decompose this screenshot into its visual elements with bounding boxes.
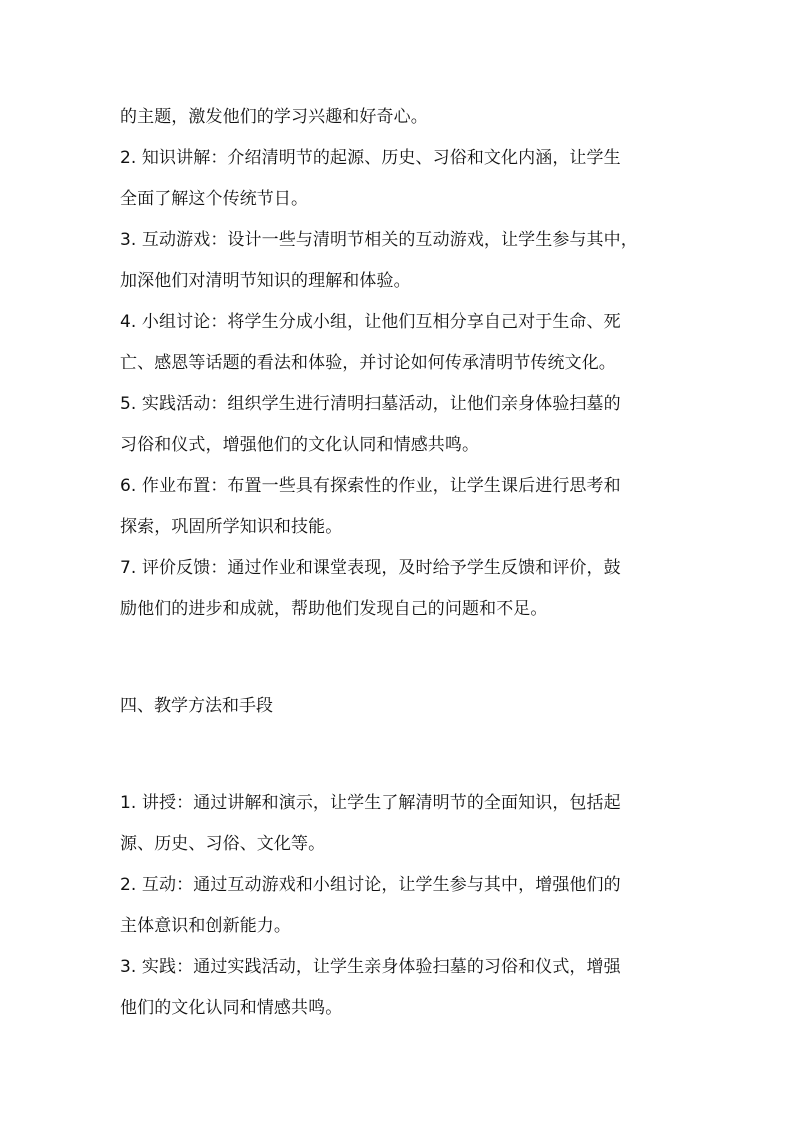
text-line: 亡、感恩等话题的看法和体验，并讨论如何传承清明节传统文化。 (120, 353, 616, 373)
section-heading: 四、教学方法和手段 (120, 696, 273, 716)
list-item-interactive-games: 3. 互动游戏：设计一些与清明节相关的互动游戏，让学生参与其中， (120, 230, 638, 250)
text-line: 的主题，激发他们的学习兴趣和好奇心。 (120, 107, 428, 127)
list-item-interaction: 2. 互动：通过互动游戏和小组讨论，让学生参与其中，增强他们的 (120, 875, 621, 895)
list-item-knowledge-explanation: 2. 知识讲解：介绍清明节的起源、历史、习俗和文化内涵，让学生 (120, 148, 621, 168)
text-line: 源、历史、习俗、文化等。 (120, 834, 326, 854)
list-item-practice-activity: 5. 实践活动：组织学生进行清明扫墓活动，让他们亲身体验扫墓的 (120, 394, 621, 414)
document-body (120, 104, 685, 1022)
text-line: 他们的文化认同和情感共鸣。 (120, 998, 343, 1018)
text-line: 主体意识和创新能力。 (120, 916, 291, 936)
text-line: 加深他们对清明节知识的理解和体验。 (120, 271, 411, 291)
list-item-group-discussion: 4. 小组讨论：将学生分成小组，让他们互相分享自己对于生命、死 (120, 312, 621, 332)
text-line: 全面了解这个传统节日。 (120, 189, 309, 209)
list-item-evaluation-feedback: 7. 评价反馈：通过作业和课堂表现，及时给予学生反馈和评价，鼓 (120, 558, 621, 578)
text-line: 励他们的进步和成就，帮助他们发现自己的问题和不足。 (120, 599, 548, 619)
text-line: 习俗和仪式，增强他们的文化认同和情感共鸣。 (120, 435, 480, 455)
list-item-homework: 6. 作业布置：布置一些具有探索性的作业，让学生课后进行思考和 (120, 476, 621, 496)
text-line: 探索，巩固所学知识和技能。 (120, 517, 343, 537)
list-item-practice: 3. 实践：通过实践活动，让学生亲身体验扫墓的习俗和仪式，增强 (120, 957, 621, 977)
list-item-lecture: 1. 讲授：通过讲解和演示，让学生了解清明节的全面知识，包括起 (120, 793, 621, 813)
